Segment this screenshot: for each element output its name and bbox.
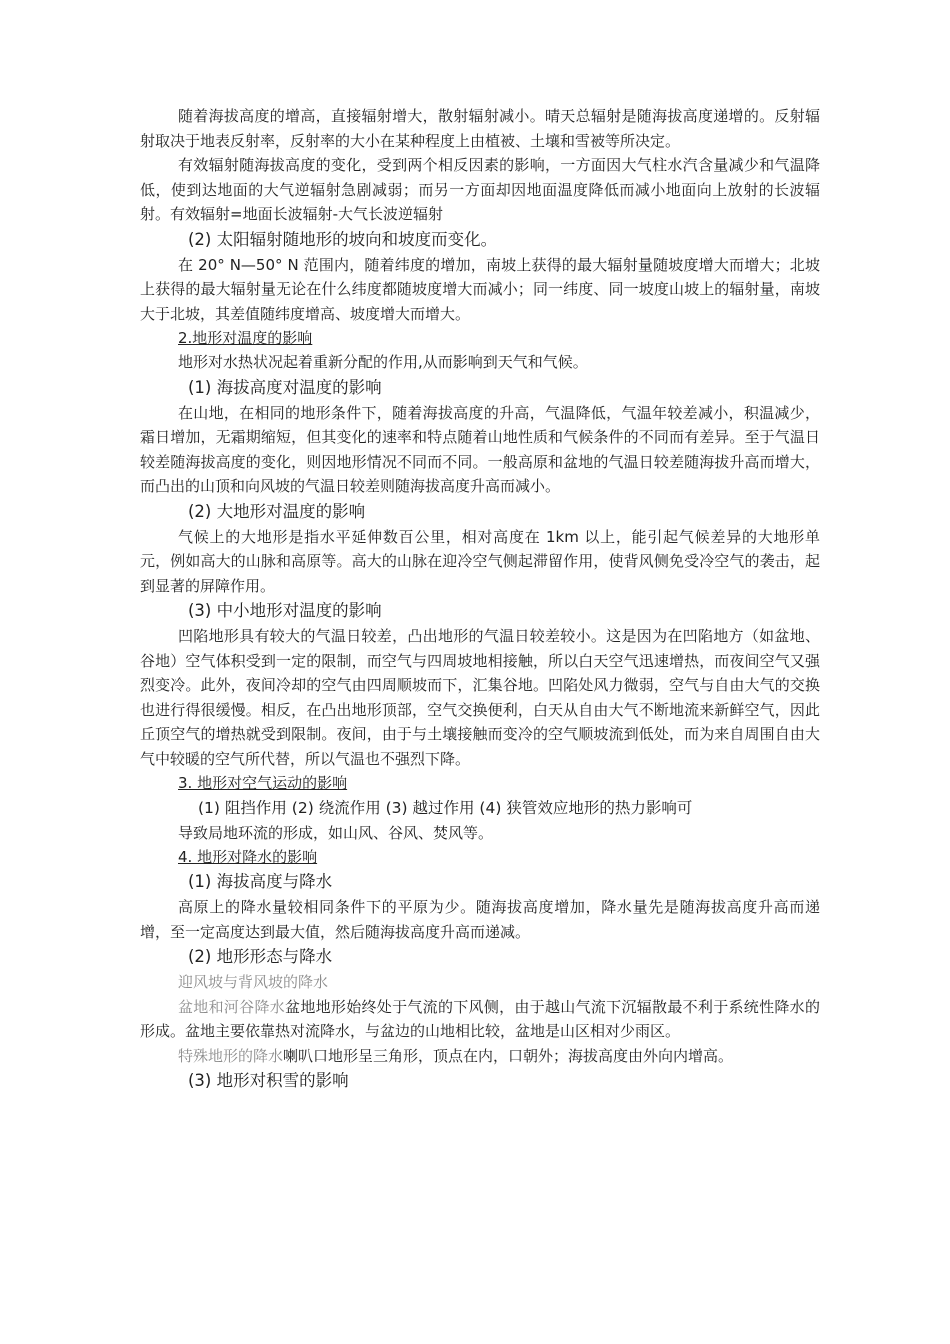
heading-large-terrain: (2) 大地形对温度的影响 [188,501,366,521]
paragraph-basin-valley [140,995,820,1044]
air-motion-local-circulation: 导致局地环流的形成，如山风、谷风、焚风等。 [178,824,494,842]
document-body [140,104,820,1094]
paragraph-large-terrain: 气候上的大地形是指水平延伸数百公里，相对高度在 1km 以上，能引起气候差异的大地形单元，例如高大的山脉和高原等。高大的山脉在迎冷空气侧起滞留作用，使背风侧免受冷空气的袭击，起到显著的屏障作用。 [140,527,820,595]
heading-solar-slope: (2) 太阳辐射随地形的坡向和坡度而变化。 [188,229,498,249]
paragraph-altitude-radiation: 随着海拔高度的增高，直接辐射增大，散射辐射减小。晴天总辐射是随海拔高度递增的。反射辐射取决于地表反射率，反射率的大小在某种程度上由植被、土壤和雪被等所决定。 [140,107,820,150]
subheading-windward-leeward: 迎风坡与背风坡的降水 [178,973,329,991]
air-motion-effects-list: (1) 阻挡作用 (2) 绕流作用 (3) 越过作用 (4) 狭管效应地形的热力影响可 [198,799,693,817]
heading-small-terrain: (3) 中小地形对温度的影响 [188,601,382,620]
paragraph-plateau-precipitation: 高原上的降水量较相同条件下的平原为少。随海拔高度增加，降水量先是随海拔高度升高而递增，至一定高度达到最大值，然后随海拔高度升高而递减。 [140,898,820,941]
heading-snow-cover: (3) 地形对积雪的影响 [188,1071,349,1090]
heading-terrain-form-precipitation: (2) 地形形态与降水 [188,947,333,966]
section-heading-air-motion: 3. 地形对空气运动的影响 [178,774,348,792]
section-heading-temperature: 2.地形对温度的影响 [178,329,313,347]
paragraph-special-terrain [140,1044,820,1069]
heading-altitude-precipitation: (1) 海拔高度与降水 [188,872,333,891]
paragraph-small-terrain: 凹陷地形具有较大的气温日较差，凸出地形的气温日较差较小。这是因为在凹陷地方（如盆地、谷地）空气体积受到一定的限制，而空气与四周坡地相接触，所以白天空气迅速增热，而夜间空气又强烈变冷。此外，夜间冷却的空气由四周顺坡而下，汇集谷地。凹陷处风力微弱，空气与自由大气的交换也进行得很缓慢。相反，在凸出地形顶部，空气交换便利，白天从自由大气不断地流来新鲜空气，因此丘顶空气的增热就受到限制。夜间，由于与土壤接触而变冷的空气顺坡流到低处，而为来自周围自由大气中较暖的空气所代替，所以气温也不强烈下降。 [140,627,820,768]
text-basin-valley: 盆地地形始终处于气流的下风侧，由于越山气流下沉辐散最不利于系统性降水的形成。盆地主要依靠热对流降水，与盆边的山地相比较，盆地是山区相对少雨区。 [140,997,820,1040]
paragraph-mountain-temperature: 在山地，在相同的地形条件下，随着海拔高度的升高，气温降低，气温年较差减小，积温减少，霜日增加，无霜期缩短，但其变化的速率和特点随着山地性质和气候条件的不同而有差异。至于气温日较差随海拔高度的变化，则因地形情况不同而不同。一般高原和盆地的气温日较差随海拔升高而增大，而凸出的山顶和向风坡的气温日较差则随海拔高度升高而减小。 [140,403,820,495]
label-special-terrain: 特殊地形的降水 [178,1046,284,1065]
label-basin-valley: 盆地和河谷降水 [178,997,286,1016]
section-heading-precipitation: 4. 地形对降水的影响 [178,848,318,866]
paragraph-redistribution: 地形对水热状况起着重新分配的作用,从而影响到天气和气候。 [178,353,588,371]
text-special-terrain: 喇叭口地形呈三角形，顶点在内，口朝外；海拔高度由外向内增高。 [283,1046,734,1065]
heading-altitude-temperature: (1) 海拔高度对温度的影响 [188,377,382,397]
paragraph-latitude-slope: 在 20° N—50° N 范围内，随着纬度的增加，南坡上获得的最大辐射量随坡度增大而增大；北坡上获得的最大辐射量无论在什么纬度都随坡度增大而减小；同一纬度、同一坡度山坡上的辐射量，南坡大于北坡，其差值随纬度增高、坡度增大而增大。 [140,255,820,323]
paragraph-effective-radiation: 有效辐射随海拔高度的变化，受到两个相反因素的影响，一方面因大气柱水汽含量减少和气温降低，使到达地面的大气逆辐射急剧减弱；而另一方面却因地面温度降低而减小地面向上放射的长波辐射。有效辐射=地面长波辐射-大气长波逆辐射 [140,156,820,223]
